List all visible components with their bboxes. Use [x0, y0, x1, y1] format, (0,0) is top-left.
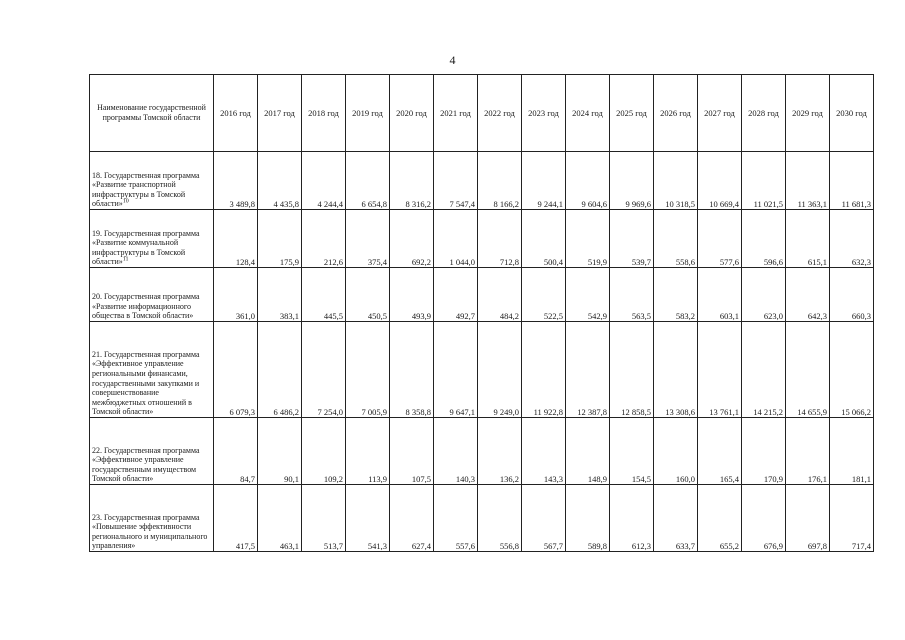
column-header-year: 2016 год	[214, 75, 258, 152]
table-header-row	[90, 75, 874, 152]
value-cell: 140,3	[434, 418, 478, 485]
value-cell: 445,5	[302, 268, 346, 322]
value-cell: 541,3	[346, 485, 390, 552]
value-cell: 8 166,2	[478, 152, 522, 210]
value-cell: 6 486,2	[258, 322, 302, 418]
value-cell: 165,4	[698, 418, 742, 485]
value-cell: 8 316,2	[390, 152, 434, 210]
value-cell: 11 922,8	[522, 322, 566, 418]
value-cell: 9 249,0	[478, 322, 522, 418]
value-cell: 484,2	[478, 268, 522, 322]
value-cell: 14 215,2	[742, 322, 786, 418]
value-cell: 697,8	[786, 485, 830, 552]
column-header-year: 2022 год	[478, 75, 522, 152]
value-cell: 107,5	[390, 418, 434, 485]
value-cell: 417,5	[214, 485, 258, 552]
value-cell: 181,1	[830, 418, 874, 485]
table-body	[90, 152, 874, 552]
value-cell: 170,9	[742, 418, 786, 485]
value-cell: 13 761,1	[698, 322, 742, 418]
column-header-year: 2023 год	[522, 75, 566, 152]
column-header-year: 2025 год	[610, 75, 654, 152]
value-cell: 567,7	[522, 485, 566, 552]
program-name-cell	[90, 152, 214, 210]
value-cell: 375,4	[346, 210, 390, 268]
value-cell: 450,5	[346, 268, 390, 322]
value-cell: 154,5	[610, 418, 654, 485]
value-cell: 3 489,8	[214, 152, 258, 210]
column-header-year: 2024 год	[566, 75, 610, 152]
value-cell: 90,1	[258, 418, 302, 485]
column-header-year: 2028 год	[742, 75, 786, 152]
column-header-year: 2021 год	[434, 75, 478, 152]
value-cell: 14 655,9	[786, 322, 830, 418]
value-cell: 212,6	[302, 210, 346, 268]
value-cell: 558,6	[654, 210, 698, 268]
value-cell: 7 254,0	[302, 322, 346, 418]
program-name: 18. Государственная программа «Развитие транспортной инфраструктуры в Томской области»	[92, 170, 200, 209]
column-header-year: 2020 год	[390, 75, 434, 152]
table-row	[90, 485, 874, 552]
value-cell: 176,1	[786, 418, 830, 485]
value-cell: 603,1	[698, 268, 742, 322]
value-cell: 361,0	[214, 268, 258, 322]
program-name: 21. Государственная программа «Эффективное управление региональными финансами, государственными закупками и совершенствование межбюджетных отношений в Томской области»	[92, 349, 200, 417]
value-cell: 4 244,4	[302, 152, 346, 210]
value-cell: 596,6	[742, 210, 786, 268]
value-cell: 6 654,8	[346, 152, 390, 210]
value-cell: 692,2	[390, 210, 434, 268]
value-cell: 612,3	[610, 485, 654, 552]
value-cell: 9 244,1	[522, 152, 566, 210]
value-cell: 84,7	[214, 418, 258, 485]
value-cell: 13 308,6	[654, 322, 698, 418]
table-row	[90, 322, 874, 418]
value-cell: 557,6	[434, 485, 478, 552]
value-cell: 676,9	[742, 485, 786, 552]
value-cell: 11 021,5	[742, 152, 786, 210]
value-cell: 712,8	[478, 210, 522, 268]
value-cell: 12 387,8	[566, 322, 610, 418]
value-cell: 8 358,8	[390, 322, 434, 418]
value-cell: 563,5	[610, 268, 654, 322]
column-header-year: 2026 год	[654, 75, 698, 152]
value-cell: 9 604,6	[566, 152, 610, 210]
column-header-year: 2029 год	[786, 75, 830, 152]
value-cell: 623,0	[742, 268, 786, 322]
value-cell: 12 858,5	[610, 322, 654, 418]
footnote-marker: 10	[122, 198, 129, 205]
value-cell: 556,8	[478, 485, 522, 552]
value-cell: 136,2	[478, 418, 522, 485]
value-cell: 493,9	[390, 268, 434, 322]
value-cell: 463,1	[258, 485, 302, 552]
value-cell: 655,2	[698, 485, 742, 552]
value-cell: 577,6	[698, 210, 742, 268]
table-row	[90, 418, 874, 485]
value-cell: 9 969,6	[610, 152, 654, 210]
value-cell: 589,8	[566, 485, 610, 552]
column-header-year: 2018 год	[302, 75, 346, 152]
value-cell: 539,7	[610, 210, 654, 268]
value-cell: 7 547,4	[434, 152, 478, 210]
table-row	[90, 152, 874, 210]
value-cell: 7 005,9	[346, 322, 390, 418]
program-name: 19. Государственная программа «Развитие коммунальной инфраструктуры в Томской области»	[92, 228, 200, 267]
value-cell: 4 435,8	[258, 152, 302, 210]
table-row	[90, 268, 874, 322]
value-cell: 11 363,1	[786, 152, 830, 210]
page-number: 4	[449, 53, 456, 67]
program-name: 20. Государственная программа «Развитие информационного общества в Томской области»	[92, 292, 200, 321]
value-cell: 128,4	[214, 210, 258, 268]
value-cell: 15 066,2	[830, 322, 874, 418]
value-cell: 717,4	[830, 485, 874, 552]
table-row	[90, 210, 874, 268]
value-cell: 175,9	[258, 210, 302, 268]
value-cell: 10 669,4	[698, 152, 742, 210]
value-cell: 615,1	[786, 210, 830, 268]
column-header-year: 2027 год	[698, 75, 742, 152]
column-header-year: 2030 год	[830, 75, 874, 152]
value-cell: 542,9	[566, 268, 610, 322]
value-cell: 11 681,3	[830, 152, 874, 210]
program-name-cell	[90, 485, 214, 552]
value-cell: 1 044,0	[434, 210, 478, 268]
value-cell: 632,3	[830, 210, 874, 268]
value-cell: 113,9	[346, 418, 390, 485]
value-cell: 109,2	[302, 418, 346, 485]
value-cell: 160,0	[654, 418, 698, 485]
value-cell: 627,4	[390, 485, 434, 552]
program-funding-table	[89, 74, 874, 552]
value-cell: 522,5	[522, 268, 566, 322]
value-cell: 633,7	[654, 485, 698, 552]
value-cell: 6 079,3	[214, 322, 258, 418]
program-name-cell	[90, 268, 214, 322]
value-cell: 642,3	[786, 268, 830, 322]
column-header-program-name: Наименование государственной программы Томской области	[90, 75, 214, 152]
program-name-cell	[90, 418, 214, 485]
value-cell: 10 318,5	[654, 152, 698, 210]
value-cell: 9 647,1	[434, 322, 478, 418]
program-name: 23. Государственная программа «Повышение эффективности регионального и муниципального управления»	[92, 512, 208, 551]
value-cell: 519,9	[566, 210, 610, 268]
value-cell: 492,7	[434, 268, 478, 322]
column-header-year: 2017 год	[258, 75, 302, 152]
program-name: 22. Государственная программа «Эффективное управление государственным имуществом Томской области»	[92, 445, 200, 484]
value-cell: 148,9	[566, 418, 610, 485]
column-header-year: 2019 год	[346, 75, 390, 152]
value-cell: 383,1	[258, 268, 302, 322]
value-cell: 500,4	[522, 210, 566, 268]
program-name-cell	[90, 322, 214, 418]
program-name-cell	[90, 210, 214, 268]
value-cell: 660,3	[830, 268, 874, 322]
value-cell: 513,7	[302, 485, 346, 552]
value-cell: 583,2	[654, 268, 698, 322]
value-cell: 143,3	[522, 418, 566, 485]
footnote-marker: 11	[122, 256, 129, 263]
